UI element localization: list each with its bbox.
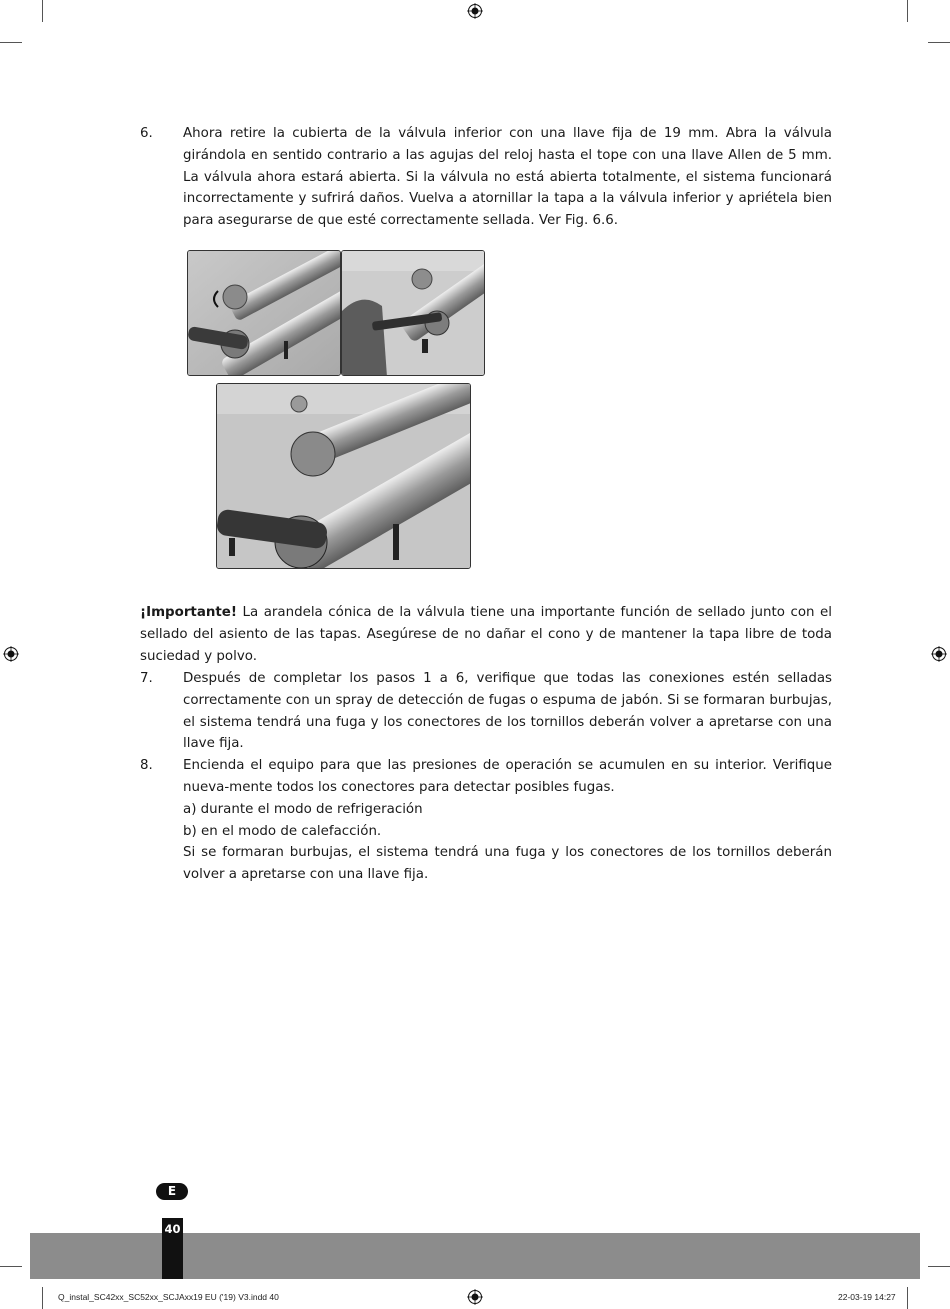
crop-mark — [42, 1287, 43, 1309]
crop-mark — [907, 0, 908, 22]
important-note — [140, 602, 832, 667]
sub-item-a: a) durante el modo de refrigeración — [183, 801, 423, 817]
registration-mark-icon — [931, 646, 947, 662]
registration-mark-icon — [467, 3, 483, 19]
step-text: Ahora retire la cubierta de la válvula inferior con una llave fija de 19 mm. Abra la válvula girándola en sentido contrario a las agujas del reloj hasta el tope con una llave Allen de 5 mm. La válvula ahora estará abierta. Si la válvula no está abierta totalmente, el sistema funcionará incorrectamente y sufrirá daños. Vuelva a atornillar la tapa a la válvula inferior y apriétela bien para asegurarse de que esté correctamente sellada. Ver Fig. 6.6. — [183, 126, 832, 229]
print-slug-date: 22-03-19 14:27 — [838, 1292, 896, 1302]
page-number: 40 — [162, 1218, 183, 1279]
valve-photo-bottom — [216, 383, 471, 569]
important-label: ¡Importante! — [140, 605, 237, 620]
step-number: 7. — [140, 671, 153, 686]
step-closing-text: Si se formaran burbujas, el sistema tendrá una fuga y los conectores de los tornillos deberán volver a apretarse con una llave fija. — [183, 845, 832, 883]
sub-item-b: b) en el modo de calefacción. — [183, 823, 382, 839]
step-text: Después de completar los pasos 1 a 6, verifique que todas las conexiones estén selladas correctamente con un spray de detección de fugas o espuma de jabón. Si se formaran burbujas, el sistema tendrá una fuga y los conectores de los tornillos deberán volver a apretarse con una llave fija. — [183, 671, 832, 752]
crop-mark — [907, 1287, 908, 1309]
valve-photo-top-right — [341, 250, 485, 376]
step-number: 6. — [140, 126, 153, 141]
crop-mark — [0, 1266, 22, 1267]
crop-mark — [42, 0, 43, 22]
important-text: La arandela cónica de la válvula tiene una importante función de sellado junto con el sellado del asiento de las tapas. Asegúrese de no dañar el cono y de mantener la tapa libre de toda suciedad y polvo. — [140, 605, 832, 664]
crop-mark — [928, 42, 950, 43]
registration-mark-icon — [3, 646, 19, 662]
step-6 — [140, 123, 832, 232]
steps-7-8 — [140, 668, 832, 886]
step-number: 8. — [140, 758, 153, 774]
step-text: Encienda el equipo para que las presiones de operación se acumulen en su interior. Verifique nueva-mente todos los conectores para detectar posibles fugas. — [183, 758, 832, 795]
registration-mark-icon — [467, 1289, 483, 1305]
crop-mark — [928, 1266, 950, 1267]
crop-mark — [0, 42, 22, 43]
language-badge: E — [156, 1183, 188, 1200]
valve-photo-top-left — [187, 250, 341, 376]
print-slug-file: Q_instal_SC42xx_SC52xx_SCJAxx19 EU ('19) V3.indd 40 — [58, 1292, 279, 1302]
